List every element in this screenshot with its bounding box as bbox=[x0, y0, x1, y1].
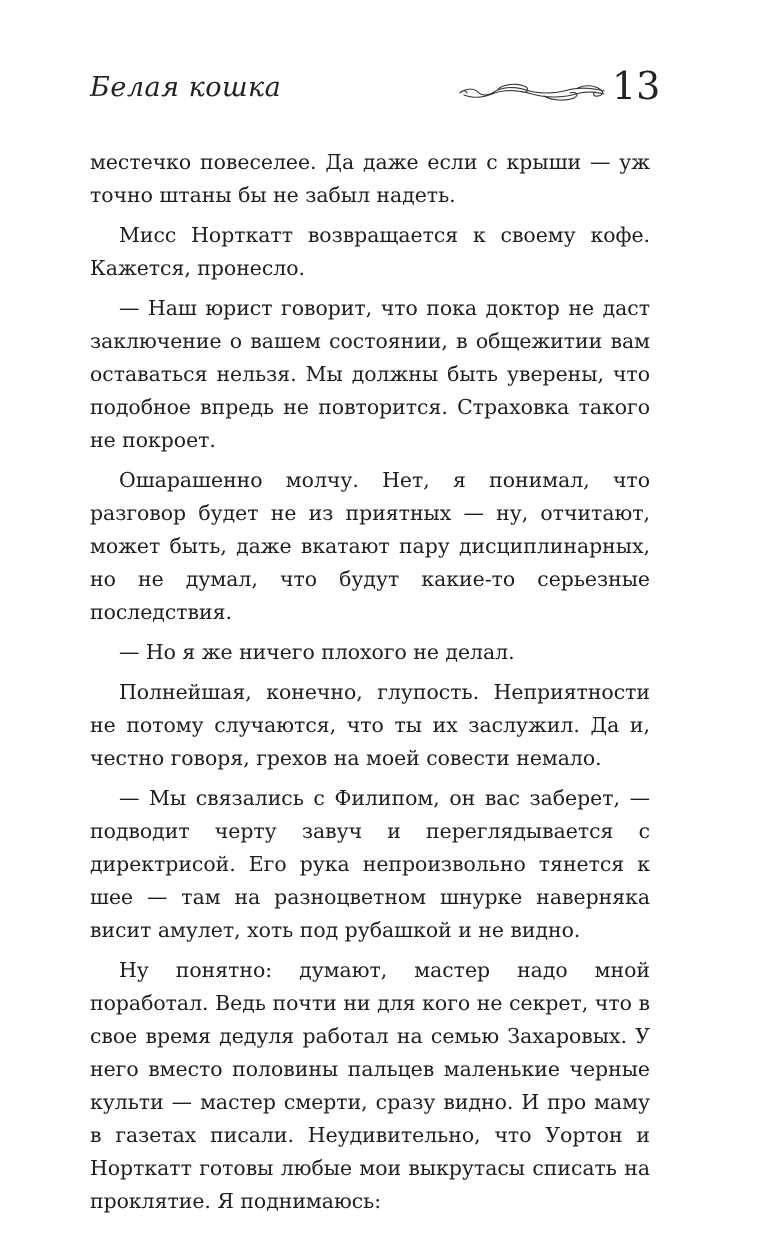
paragraph: — Наш юрист говорит, что пока доктор не даст заключение о вашем состоянии, в общежитии вам оставаться нельзя. Мы должны быть уверены, что подобное впредь не повторится. Страховка такого не покроет. bbox=[90, 296, 650, 452]
paragraph: Мисс Норткатт возвращается к своему кофе. Кажется, пронесло. bbox=[90, 223, 650, 280]
page-number: 13 bbox=[612, 64, 661, 108]
running-header-title: Белая кошка bbox=[90, 72, 282, 103]
paragraph: Ошарашенно молчу. Нет, я понимал, что разговор будет не из приятных — ну, отчитают, может быть, даже вкатают пару дисциплинарных, но не думал, что будут какие-то серьезные последствия. bbox=[90, 468, 650, 624]
paragraph: местечко повеселее. Да даже если с крыши — уж точно штаны бы не забыл надеть. bbox=[90, 150, 650, 207]
paragraph: Полнейшая, конечно, глупость. Неприятности не потому случаются, что ты их заслужил. Да и, честно говоря, грехов на моей совести немало. bbox=[90, 680, 650, 770]
paragraph: — Мы связались с Филипом, он вас заберет, — подводит черту завуч и переглядывается с директрисой. Его рука непроизвольно тянется к шее — там на разноцветном шнурке наверняка висит амулет, хоть под рубашкой и не видно. bbox=[90, 786, 650, 942]
paragraph: Ну понятно: думают, мастер надо мной поработал. Ведь почти ни для кого не секрет, что в свое время дедуля работал на семью Захаровых. У него вместо половины пальцев маленькие черные культи — мастер смерти, сразу видно. И про маму в газетах писали. Неудивительно, что Уортон и Норткатт готовы любые мои выкрутасы списать на проклятие. Я поднимаюсь: bbox=[90, 958, 650, 1213]
flourish-ornament bbox=[458, 80, 608, 106]
paragraph: — Но я же ничего плохого не делал. bbox=[119, 640, 515, 664]
body-text bbox=[90, 146, 650, 1218]
